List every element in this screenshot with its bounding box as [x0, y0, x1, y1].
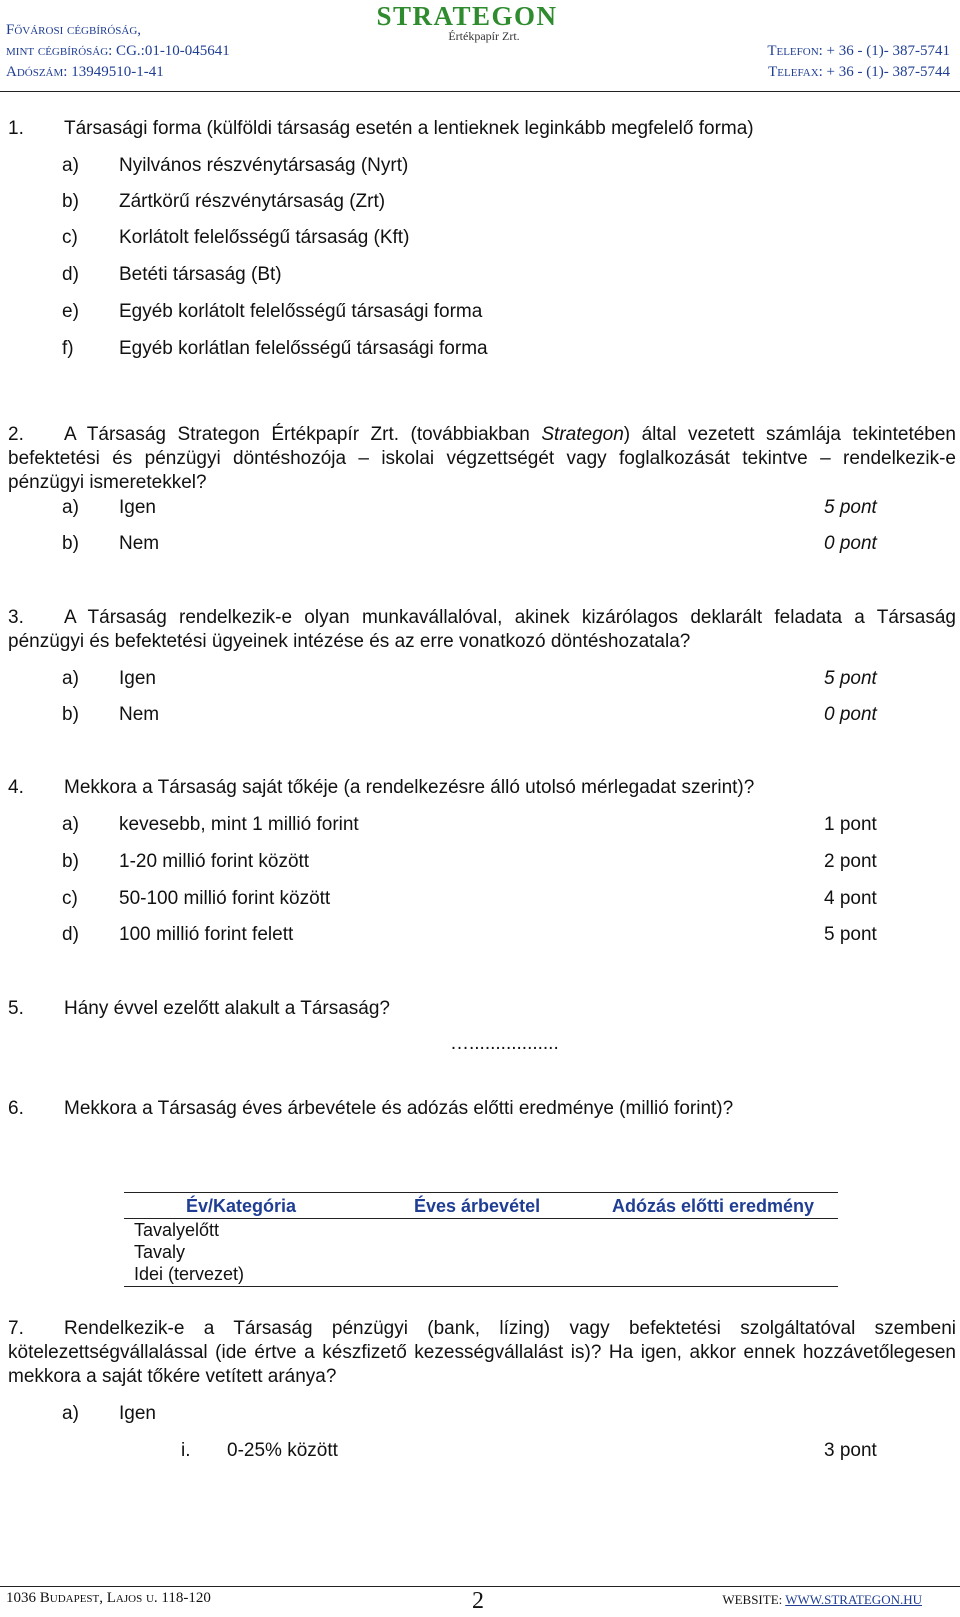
q3-option-b-points: 0 pont [824, 704, 877, 725]
option-letter: a) [62, 1403, 79, 1424]
logo-subtitle: Értékpapír Zrt. [448, 29, 520, 43]
table-header-year: Év/Kategória [186, 1196, 297, 1216]
registry-court-line: Fővárosi cégbíróság, [6, 22, 142, 38]
option-letter: d) [62, 264, 79, 285]
website-label: WEBSITE: [722, 1592, 783, 1607]
suboption-text: 0-25% között [227, 1440, 338, 1461]
option-letter: a) [62, 155, 79, 176]
option-letter: b) [62, 704, 79, 725]
option-letter: a) [62, 497, 79, 518]
answer-blank[interactable]: …................. [450, 1033, 559, 1054]
question-number: 3. [8, 607, 24, 628]
table-top-rule [124, 1192, 838, 1193]
question-text-end: ) által vezetett számlája tekintetében befektetési és pénzügyi döntéshozója – iskolai végzettségét vagy foglalkozását tekintve – rendelkezik-e pénzügyi ismeretekkel? [8, 424, 956, 493]
option-text: Igen [119, 497, 156, 518]
header-divider [0, 91, 960, 92]
footer-website [722, 1592, 922, 1608]
question-text: Rendelkezik-e a Társaság pénzügyi (bank, lízing) vagy befektetési szolgáltatóval szembeni kötelezettségvállalással (ide értve a készfizető kezességvállalást is)? Ha igen, akkor ennek hozzávetőlegesen mekkora a saját tőkére vetített aránya? [8, 1318, 956, 1387]
tax-number-line: Adószám: 13949510-1-41 [6, 64, 164, 80]
q4-option-b-points: 2 pont [824, 851, 877, 872]
table-row-label: Tavalyelőtt [134, 1220, 220, 1240]
question-text: Mekkora a Társaság saját tőkéje (a rendelkezésre álló utolsó mérlegadat szerint)? [64, 777, 755, 798]
option-text: 50-100 millió forint között [119, 888, 331, 909]
telephone-line: Telefon: + 36 - (1)- 387-5741 [767, 43, 950, 59]
question-number: 4. [8, 777, 24, 798]
footer-address: 1036 Budapest, Lajos u. 118-120 [6, 1590, 211, 1606]
option-text: 100 millió forint felett [119, 924, 294, 945]
q3-option-a-points: 5 pont [824, 668, 877, 689]
option-letter: c) [62, 227, 78, 248]
logo-wordmark: STRATEGON [376, 1, 558, 31]
question-number: 2. [8, 424, 24, 445]
table-row-label: Idei (tervezet) [134, 1264, 245, 1284]
option-letter: a) [62, 668, 79, 689]
company-registry-info [6, 20, 230, 83]
option-letter: f) [62, 338, 74, 359]
q4-option-a-points: 1 pont [824, 814, 877, 835]
question-3 [8, 606, 956, 654]
option-text: Egyéb korlátlan felelősségű társasági forma [119, 338, 488, 359]
option-text: Igen [119, 1403, 156, 1424]
q4-option-c-points: 4 pont [824, 888, 877, 909]
page-number: 2 [472, 1588, 484, 1614]
q2-option-b-points: 0 pont [824, 533, 877, 554]
option-letter: b) [62, 851, 79, 872]
question-text: A Társaság rendelkezik-e olyan munkavállalóval, akinek kizárólagos deklarált feladata a Társaság pénzügyi és befektetési ügyeinek intézése és az erre vonatkozó döntéshozatala? [8, 607, 956, 652]
option-text: kevesebb, mint 1 millió forint [119, 814, 359, 835]
option-letter: c) [62, 888, 78, 909]
telefax-line: Telefax: + 36 - (1)- 387-5744 [768, 64, 950, 80]
option-text: Igen [119, 668, 156, 689]
q4-option-d-points: 5 pont [824, 924, 877, 945]
suboption-numeral: i. [181, 1440, 191, 1461]
question-text-italic: Strategon [541, 424, 624, 445]
question-number: 6. [8, 1098, 24, 1119]
option-text: Egyéb korlátolt felelősségű társasági forma [119, 301, 483, 322]
option-letter: b) [62, 191, 79, 212]
website-link[interactable]: WWW.STRATEGON.HU [785, 1592, 922, 1607]
question-number: 7. [8, 1318, 24, 1339]
q7-suboption-i-points: 3 pont [824, 1440, 877, 1461]
option-letter: d) [62, 924, 79, 945]
option-text: Nem [119, 533, 160, 554]
option-letter: b) [62, 533, 79, 554]
question-number: 1. [8, 118, 24, 139]
contact-info [767, 41, 950, 83]
table-header-pretax-profit: Adózás előtti eredmény [612, 1196, 815, 1216]
table-bottom-rule [124, 1286, 838, 1287]
option-text: Zártkörű részvénytársaság (Zrt) [119, 191, 386, 212]
question-text: Mekkora a Társaság éves árbevétele és adózás előtti eredménye (millió forint)? [64, 1098, 734, 1119]
table-header-rule [124, 1218, 838, 1219]
question-2 [8, 423, 956, 495]
table-row-label: Tavaly [134, 1242, 186, 1262]
option-text: Korlátolt felelősségű társaság (Kft) [119, 227, 410, 248]
question-text: Hány évvel ezelőtt alakult a Társaság? [64, 998, 390, 1019]
option-letter: e) [62, 301, 79, 322]
question-text-start: A Társaság Strategon Értékpapír Zrt. (továbbiakban [64, 424, 542, 445]
option-text: Nyilvános részvénytársaság (Nyrt) [119, 155, 409, 176]
strategon-logo [372, 2, 562, 42]
option-text: Nem [119, 704, 160, 725]
question-number: 5. [8, 998, 24, 1019]
table-header-revenue: Éves árbevétel [414, 1196, 541, 1216]
option-text: 1-20 millió forint között [119, 851, 310, 872]
q2-option-a-points: 5 pont [824, 497, 877, 518]
question-text: Társasági forma (külföldi társaság esetén a lentieknek leginkább megfelelő forma) [64, 118, 754, 139]
option-letter: a) [62, 814, 79, 835]
question-7 [8, 1317, 956, 1389]
option-text: Betéti társaság (Bt) [119, 264, 282, 285]
registry-number-line: mint cégbíróság: CG.:01-10-045641 [6, 43, 230, 59]
page-header [0, 0, 960, 95]
footer-divider [0, 1586, 960, 1587]
